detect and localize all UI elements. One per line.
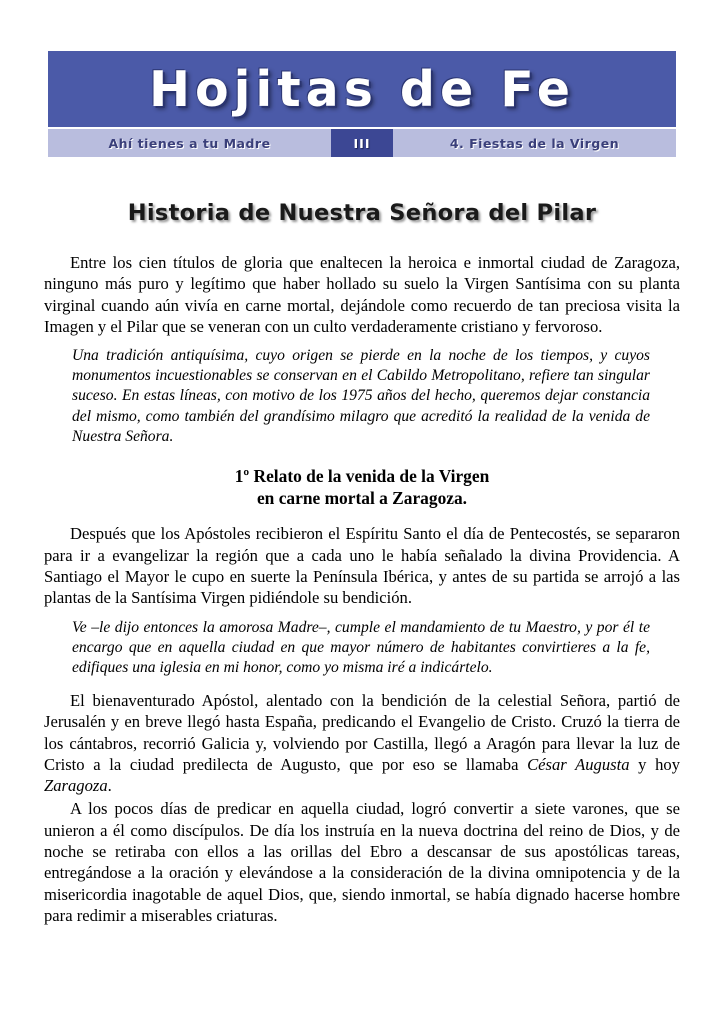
- masthead-banner: [48, 51, 676, 127]
- masthead: [48, 51, 676, 157]
- journey-text-a: El bienaventurado Apóstol, alentado con la bendición de la celestial Señora, partió de Jerusalén y en breve llegó hasta España, predicando el Evangelio de Cristo. Cruzó la tierra de los cántabros, recorrió Galicia y, volviendo por Castilla, llegó a Aragón para llevar la luz de Cristo a la ciudad predilecta de Augusto, que por eso se llamaba: [44, 690, 680, 774]
- strip-left-label: Ahí tienes a tu Madre: [108, 135, 271, 151]
- paragraph-intro: Entre los cien títulos de gloria que enaltecen la heroica e inmortal ciudad de Zaragoza, ninguno más puro y legítimo que haber hollado su suelo la Virgen Santísima con su planta virginal cuando aún vivía en carne mortal, dejándole como recuerdo de tan preciosa visita la Imagen y el Pilar que se veneran con un culto verdaderamente cristiano y fervoroso.: [44, 253, 680, 336]
- journey-text-b: y hoy: [629, 754, 680, 774]
- page-title: Historia de Nuestra Señora del Pilar: [127, 200, 597, 226]
- strip-issue-number: III: [331, 129, 393, 157]
- blockquote-tradition: Una tradición antiquísima, cuyo origen se pierde en la noche de los tiempos, y cuyos monumentos incuestionables se conservan en el Cabildo Metropolitano, refiere tan singular suceso. En estas líneas, con motivo de los 1975 años del hecho, queremos dejar constancia del mismo, como también del grandísimo milagro que acreditó la realidad de la venida de Nuestra Señora.: [72, 347, 650, 445]
- journey-text-c: .: [107, 776, 112, 796]
- section-heading-line-1: 1º Relato de la venida de la Virgen: [234, 465, 490, 486]
- section-heading: [44, 465, 680, 510]
- paragraph-apostles: Después que los Apóstoles recibieron el Espíritu Santo el día de Pentecostés, se separaron para ir a evangelizar la región que a cada uno le había señalado la divina Providencia. A Santiago el Mayor le cupo en suerte la Península Ibérica, y antes de su partida se arrojó a las plantas de la Santísima Virgen pidiéndole su bendición.: [44, 524, 680, 608]
- blockquote-virgin-words: Ve –le dijo entonces la amorosa Madre–, cumple el mandamiento de tu Maestro, y por él te encargo que en aquella ciudad en que mayor número de habitantes convirtieres a la fe, edifiques una iglesia en mi honor, como yo misma iré a indicártelo.: [72, 618, 650, 676]
- section-heading-line-2: en carne mortal a Zaragoza.: [256, 488, 468, 509]
- paragraph-journey: [44, 690, 680, 797]
- strip-right-label: 4. Fiestas de la Virgen: [449, 135, 620, 151]
- city-name-latin: César Augusta: [527, 754, 630, 774]
- city-name-modern: Zaragoza: [44, 776, 108, 796]
- publication-title: Hojitas de Fe: [148, 60, 576, 118]
- paragraph-converts: A los pocos días de predicar en aquella ciudad, logró convertir a siete varones, que se unieron a él como discípulos. De día los instruía en la nueva doctrina del reino de Dios, y de noche se retiraba con ellos a las orillas del Ebro a descansar de sus apostólicas tareas, entregándose a la oración y elevándose a la consideración de la divina omnipotencia y de la misericordia inagotable de aquel Dios, que, siendo inmortal, se había dignado hacerse hombre para redimir a miserables criaturas.: [44, 799, 680, 926]
- masthead-subtitle-strip: [48, 127, 676, 157]
- document-body: [44, 200, 680, 928]
